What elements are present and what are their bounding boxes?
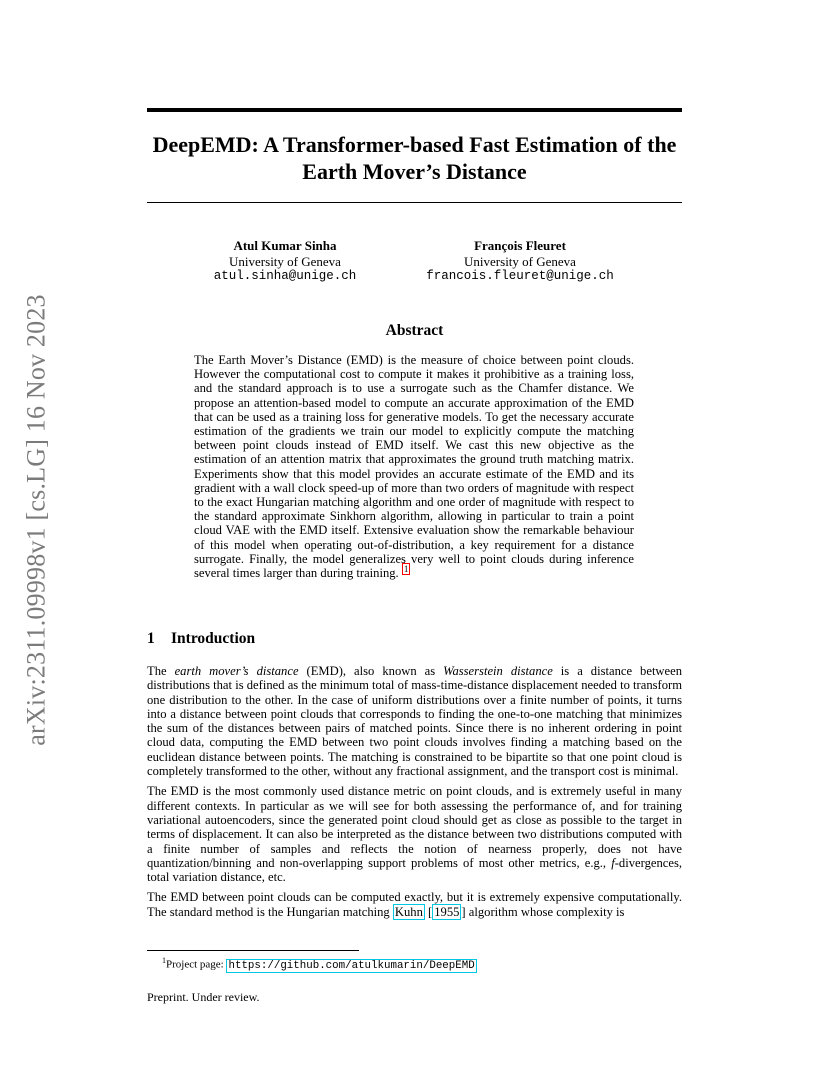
footnote: [162, 954, 682, 973]
emphasis: Wasserstein distance: [443, 664, 553, 678]
author-block-2: [420, 238, 620, 285]
emphasis: earth mover’s distance: [174, 664, 299, 678]
footnote-link[interactable]: 1: [403, 563, 409, 574]
arxiv-identifier-stamp: [22, 282, 52, 758]
section-title: Introduction: [171, 630, 256, 647]
paragraph: The EMD is the most commonly used distance metric on point clouds, and is extremely useful in many different contexts. In particular as we will see for both assessing the performance of, and for training variational autoencoders, since the generated point cloud should get as close as possible to the target in terms of displacement. It can also be interpreted as the distance between two distributions computed with a finite number of samples and reflects the notion of nearness properly, does not have quantization/binning and non-overlapping support problems of most other metrics, e.g., f-divergences, total variation distance, etc.: [147, 784, 682, 885]
title-bottom-rule: [147, 202, 682, 203]
citation-year-link[interactable]: 1955: [434, 904, 460, 919]
arxiv-stamp-text: arXiv:2311.09998v1 [cs.LG] 16 Nov 2023: [22, 294, 51, 746]
author-email[interactable]: francois.fleuret@unige.ch: [426, 269, 614, 283]
title-top-rule: [147, 108, 682, 112]
introduction-body: [147, 664, 682, 925]
abstract-text: The Earth Mover’s Distance (EMD) is the measure of choice between point clouds. However the computational cost to compute it makes it prohibitive as a training loss, and the standard approach is to use a surrogate such as the Chamfer distance. We propose an attention-based model to compute an accurate approximation of the EMD that can be used as a training loss for generative models. To get the necessary accurate estimation of the gradients we train our model to explicitly compute the matching between point clouds instead of EMD itself. We cast this new objective as the estimation of an attention matrix that approximates the ground truth matching matrix. Experiments show that this model provides an accurate estimate of the EMD and its gradient with a wall clock speed-up of more than two orders of magnitude with respect to the exact Hungarian matching algorithm and one order of magnitude with respect to the standard approximate Sinkhorn algorithm, allowing in particular to train a point cloud VAE with the EMD itself. Extensive evaluation show the remarkable behaviour of this model when operating out-of-distribution, a key requirement for a distance surrogate. Finally, the model generalizes very well to point clouds during inference several times larger than during training.: [194, 353, 634, 581]
author-email[interactable]: atul.sinha@unige.ch: [213, 269, 357, 283]
footnote-mark: 1: [162, 956, 166, 965]
abstract-heading: Abstract: [385, 322, 444, 339]
section-heading-introduction: [147, 630, 682, 648]
author-affiliation: University of Geneva: [464, 253, 576, 269]
paragraph: The EMD between point clouds can be computed exactly, but it is extremely expensive computationally. The standard method is the Hungarian matching Kuhn [ 1955 ] algorithm whose complexity is: [147, 890, 682, 919]
author-name: Atul Kumar Sinha: [233, 238, 337, 253]
preprint-note: Preprint. Under review.: [147, 990, 260, 1004]
footnote-rule: [147, 950, 359, 951]
citation-link[interactable]: Kuhn: [394, 904, 423, 919]
abstract-body: [194, 353, 634, 580]
paper-title: DeepEMD: A Transformer-based Fast Estimation of the Earth Mover’s Distance: [152, 132, 677, 184]
paragraph: The earth mover’s distance (EMD), also known as Wasserstein distance is a distance between distributions that is defined as the minimum total of mass-time-distance displacement needed to transform one distribution to the other. In the case of uniform distributions over a finite number of points, it turns into a distance between point clouds that corresponds to finding the one-to-one matching that minimizes the sum of the distances between pairs of matched points. Since there is no inherent ordering in point cloud data, computing the EMD between two point clouds involves finding a matching based on the euclidean distance between points. The matching is constrained to be bipartite so that one point cloud is completely transformed to the other, without any fractional assignment, and the transport cost is minimal.: [147, 664, 683, 779]
author-block-1: [200, 238, 370, 285]
author-name: François Fleuret: [474, 238, 566, 253]
footnote-label: Project page:: [166, 958, 227, 971]
section-number: 1: [147, 630, 155, 647]
project-url-link[interactable]: https://github.com/atulkumarin/DeepEMD: [228, 959, 475, 972]
author-affiliation: University of Geneva: [229, 253, 341, 269]
math-symbol: f: [611, 855, 615, 870]
